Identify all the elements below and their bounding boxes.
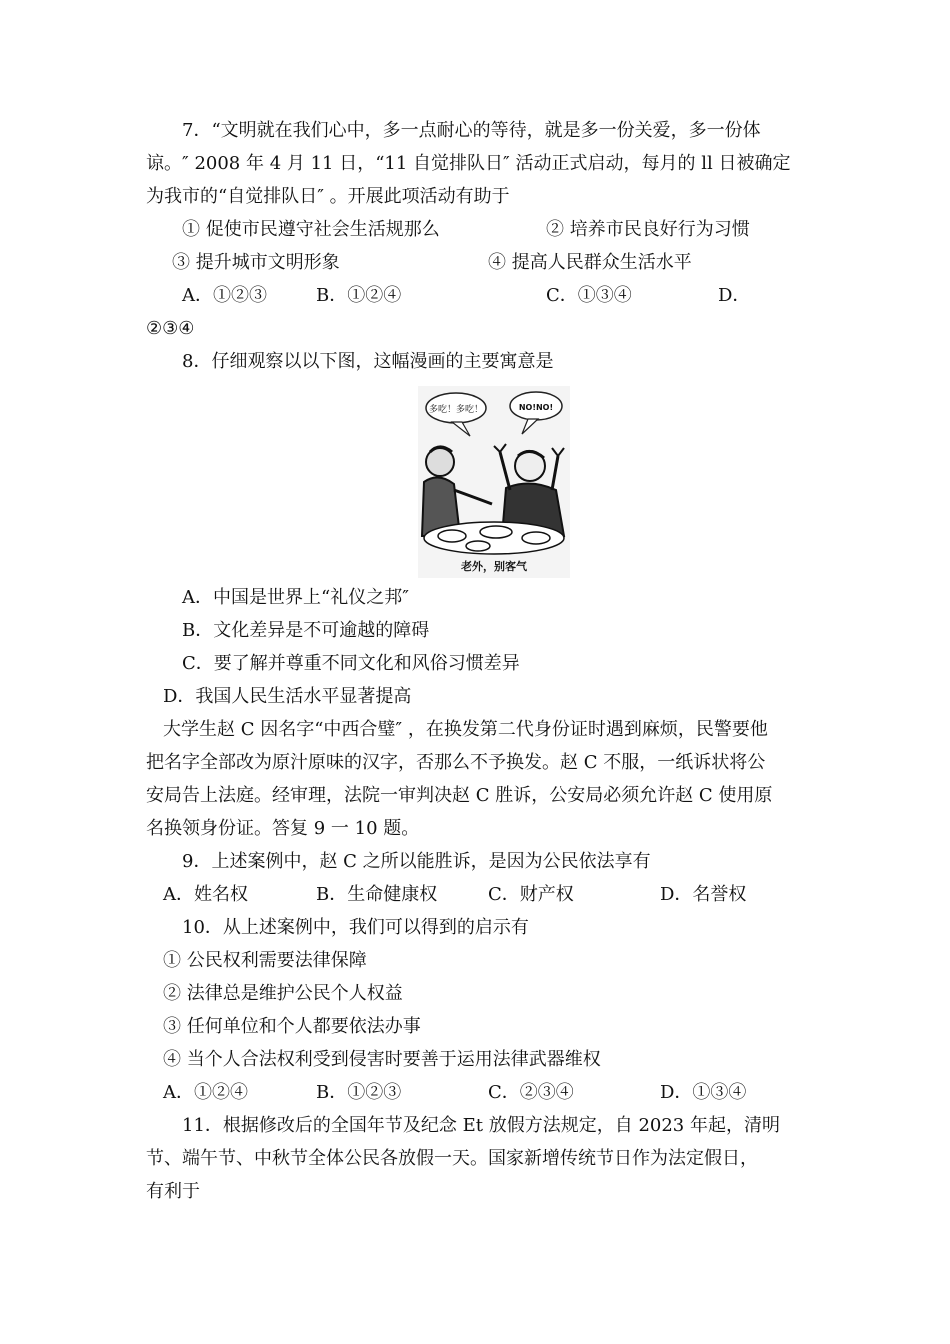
q9-choice-c: C．财产权 [488, 884, 574, 905]
q7-choice-d-cont: ②③④ [146, 318, 195, 339]
q7-choice-d: D． [718, 285, 751, 306]
q10-choice-c: C．②③④ [488, 1082, 574, 1103]
passage-line2: 把名字全部改为原汁原味的汉字，否那么不予换发。赵 C 不服，一纸诉状将公 [146, 752, 766, 773]
q11-stem-line3: 有利于 [146, 1181, 200, 1202]
q7-statement-2: ② 培养市民良好行为习惯 [546, 219, 750, 240]
q10-statement-1: ① 公民权利需要法律保障 [163, 950, 367, 971]
q8-choice-b: B．文化差异是不可逾越的障碍 [182, 620, 430, 641]
q11-stem-line1: 11．根据修改后的全国年节及纪念 Et 放假方法规定，自 2023 年起，清明 [182, 1115, 780, 1136]
q7-choice-a: A．①②③ [182, 285, 267, 306]
q9-choice-a: A．姓名权 [163, 884, 248, 905]
bubble-left-text: 多吃！多吃！ [428, 405, 484, 415]
q7-stem-line2: 谅。″ 2008 年 4 月 11 日，“11 自觉排队日″ 活动正式启动，每月的 ll 日被确定 [146, 153, 791, 174]
q8-choice-c: C．要了解并尊重不同文化和风俗习惯差异 [182, 653, 520, 674]
passage-line1: 大学生赵 C 因名字“中西合璧″ ，在换发第二代身份证时遇到麻烦，民警要他 [163, 719, 768, 740]
q7-stem-line1: 7．“文明就在我们心中，多一点耐心的等待，就是多一份关爱，多一份体 [182, 120, 761, 141]
bubble-right-text: NO!NO! [518, 403, 554, 412]
q7-statement-4: ④ 提高人民群众生活水平 [488, 252, 692, 273]
cartoon-caption: 老外，别客气 [461, 560, 527, 573]
q10-statement-3: ③ 任何单位和个人都要依法办事 [163, 1016, 421, 1037]
q10-choice-d: D．①③④ [660, 1082, 747, 1103]
dinner-table [424, 522, 564, 554]
q7-choice-b: B．①②④ [316, 285, 402, 306]
q8-choice-a: A．中国是世界上“礼仪之邦″ [182, 587, 409, 608]
q9-stem: 9．上述案例中，赵 C 之所以能胜诉，是因为公民依法享有 [182, 851, 651, 872]
q10-statement-4: ④ 当个人合法权利受到侵害时要善于运用法律武器维权 [163, 1049, 601, 1070]
q10-choice-a: A．①②④ [163, 1082, 248, 1103]
q10-statement-2: ② 法律总是维护公民个人权益 [163, 983, 403, 1004]
passage-line3: 安局告上法庭。经审理，法院一审判决赵 C 胜诉，公安局必须允许赵 C 使用原 [146, 785, 773, 806]
q9-choice-b: B．生命健康权 [316, 884, 438, 905]
q8-choice-d: D．我国人民生活水平显著提高 [163, 686, 412, 707]
q10-stem: 10．从上述案例中，我们可以得到的启示有 [182, 917, 529, 938]
passage-line4: 名换领身份证。答复 9 一 10 题。 [146, 818, 420, 839]
q7-statement-1: ① 促使市民遵守社会生活规那么 [182, 219, 440, 240]
q8-stem: 8．仔细观察以以下图，这幅漫画的主要寓意是 [182, 351, 554, 372]
q7-stem-line3: 为我市的“自觉排队日″ 。开展此项活动有助于 [146, 186, 510, 207]
q7-statement-3: ③ 提升城市文明形象 [172, 252, 340, 273]
cartoon-image [418, 386, 570, 578]
q7-choice-c: C．①③④ [546, 285, 632, 306]
q10-choice-b: B．①②③ [316, 1082, 402, 1103]
q9-choice-d: D．名誉权 [660, 884, 747, 905]
q11-stem-line2: 节、端午节、中秋节全体公民各放假一天。国家新增传统节日作为法定假日， [146, 1148, 758, 1169]
